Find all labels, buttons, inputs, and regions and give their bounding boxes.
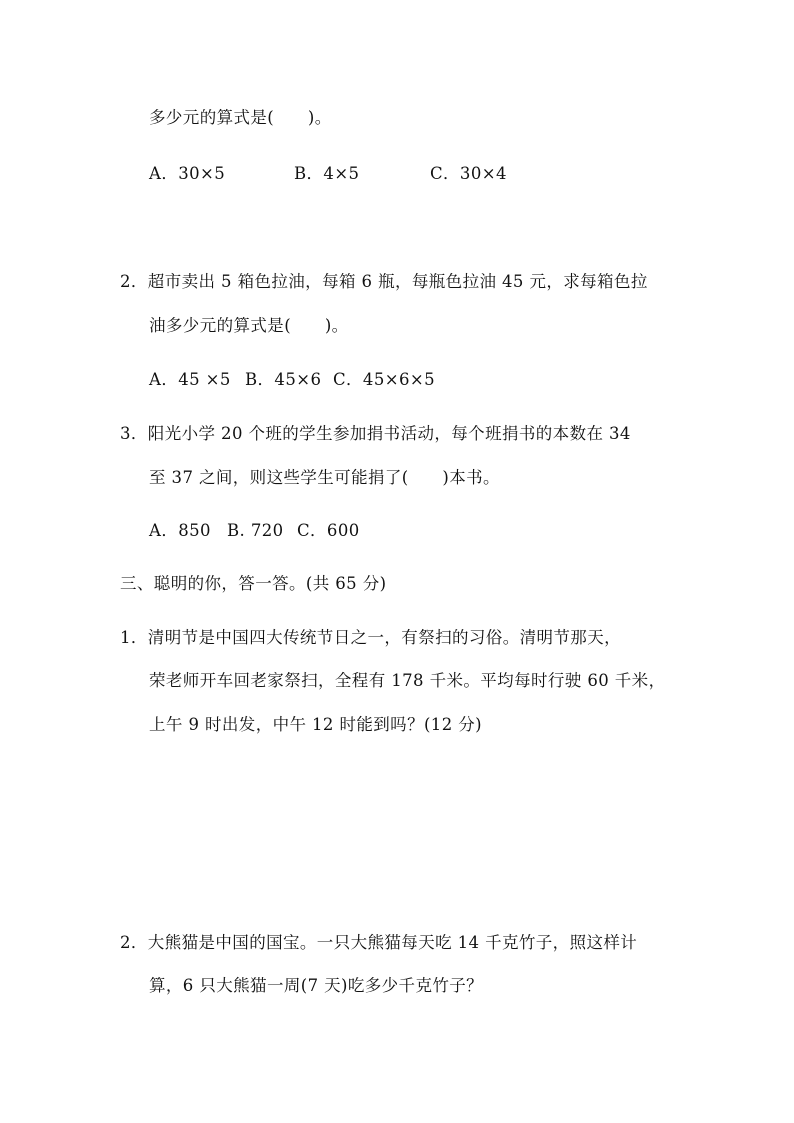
q3-stem-line1: 3．阳光小学 20 个班的学生参加捐书活动，每个班捐书的本数在 34 <box>120 424 631 443</box>
q3-options <box>149 519 360 543</box>
q3-option-a[interactable]: A．850 <box>149 521 211 540</box>
p1-line3: 上午 9 时出发，中午 12 时能到吗？(12 分) <box>149 715 482 734</box>
q1-option-a[interactable]: A．30×5 <box>149 164 226 183</box>
p1-line1: 1．清明节是中国四大传统节日之一，有祭扫的习俗。清明节那天， <box>120 628 621 647</box>
q2-options <box>149 368 435 392</box>
q3-stem-line2: 至 37 之间，则这些学生可能捐了( )本书。 <box>149 468 500 487</box>
p2-line2: 算，6 只大熊猫一周(7 天)吃多少千克竹子？ <box>149 976 484 995</box>
q2-option-b[interactable]: B．45×6 <box>245 370 322 389</box>
q2-stem-line2: 油多少元的算式是( )。 <box>149 316 349 335</box>
q2-option-c[interactable]: C．45×6×5 <box>333 370 435 389</box>
q2-option-a[interactable]: A．45 ×5 <box>149 370 231 389</box>
p2-line1: 2．大熊猫是中国的国宝。一只大熊猫每天吃 14 千克竹子，照这样计 <box>120 933 638 952</box>
q1-option-b[interactable]: B．4×5 <box>294 164 360 183</box>
p1-line2: 荣老师开车回老家祭扫，全程有 178 千米。平均每时行驶 60 千米， <box>149 671 666 690</box>
q1-stem: 多少元的算式是( )。 <box>149 108 332 127</box>
q3-option-b[interactable]: B. 720 <box>227 521 284 540</box>
q1-option-c[interactable]: C．30×4 <box>430 164 507 183</box>
q3-option-c[interactable]: C．600 <box>297 521 360 540</box>
q1-options <box>149 162 507 186</box>
q2-stem-line1: 2．超市卖出 5 箱色拉油，每箱 6 瓶，每瓶色拉油 45 元，求每箱色拉 <box>120 272 648 291</box>
section-heading: 三、聪明的你，答一答。(共 65 分) <box>120 574 387 593</box>
